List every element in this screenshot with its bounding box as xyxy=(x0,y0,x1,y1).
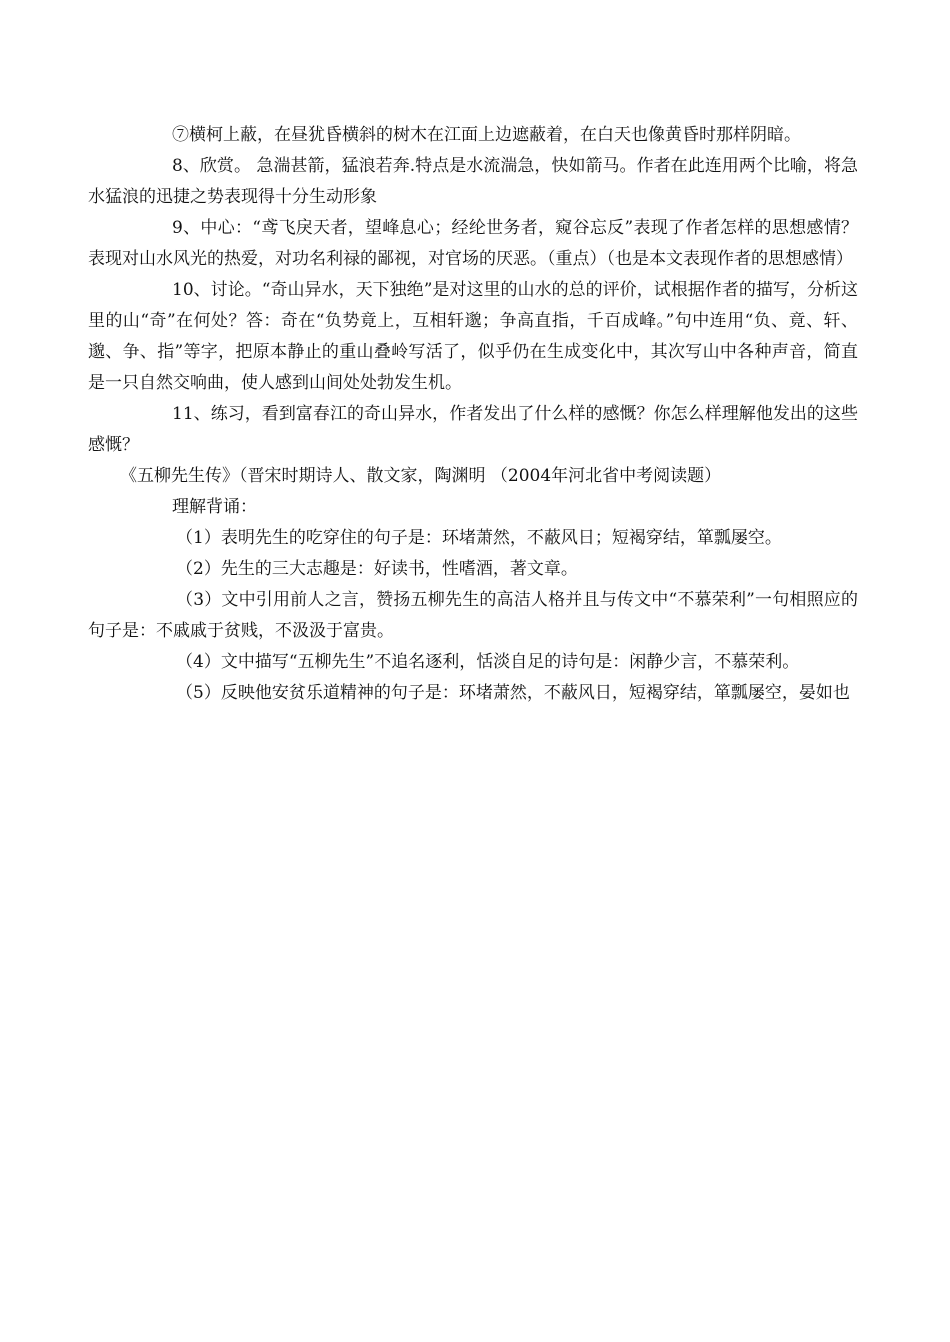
list-item-5: （5）反映他安贫乐道精神的句子是：环堵萧然，不蔽风日，短褐穿结，箪瓢屡空，晏如也 xyxy=(176,683,850,703)
subheading-recitation: 理解背诵： xyxy=(172,497,257,517)
list-item-2: （2）先生的三大志趣是：好读书，性嗜酒，著文章。 xyxy=(176,559,578,579)
paragraph-central-idea: 9、中心：“鸢飞戾天者，望峰息心；经纶世务者，窥谷忘反”表现了作者怎样的思想感情？表现对山水风光的热爱，对功名利禄的鄙视，对官场的厌恶。（重点）（也是本文表现作者的思想感情） xyxy=(88,218,858,269)
paragraph-note-7: ⑦横柯上蔽，在昼犹昏横斜的树木在江面上边遮蔽着，在白天也像黄昏时那样阴暗。 xyxy=(172,125,801,145)
list-item-4: （4）文中描写“五柳先生”不追名逐利，恬淡自足的诗句是：闲静少言，不慕荣利。 xyxy=(176,652,800,672)
paragraph-exercise: 11、练习，看到富春江的奇山异水，作者发出了什么样的感慨？你怎么样理解他发出的这些感慨？ xyxy=(88,404,858,455)
document-page xyxy=(88,120,858,709)
paragraph-appreciation: 8、欣赏。 急湍甚箭，猛浪若奔.特点是水流湍急，快如箭马。作者在此连用两个比喻，将急水猛浪的迅捷之势表现得十分生动形象 xyxy=(88,156,858,207)
section-heading: 《五柳先生传》（晋宋时期诗人、散文家，陶渊明 （2004年河北省中考阅读题） xyxy=(120,466,722,486)
list-item-1: （1）表明先生的吃穿住的句子是：环堵萧然，不蔽风日；短褐穿结，箪瓢屡空。 xyxy=(176,528,782,548)
paragraph-discussion: 10、讨论。“奇山异水，天下独绝”是对这里的山水的总的评价，试根据作者的描写，分析这里的山“奇”在何处？答：奇在“负势竟上，互相轩邈；争高直指，千百成峰。”句中连用“负、竟、轩、邈、争、指”等字，把原本静止的重山叠岭写活了，似乎仍在生成变化中，其次写山中各种声音，简直是一只自然交响曲，使人感到山间处处勃发生机。 xyxy=(88,280,858,393)
list-item-3: （3）文中引用前人之言，赞扬五柳先生的高洁人格并且与传文中“不慕荣利”一句相照应的句子是：不戚戚于贫贱，不汲汲于富贵。 xyxy=(88,590,858,641)
